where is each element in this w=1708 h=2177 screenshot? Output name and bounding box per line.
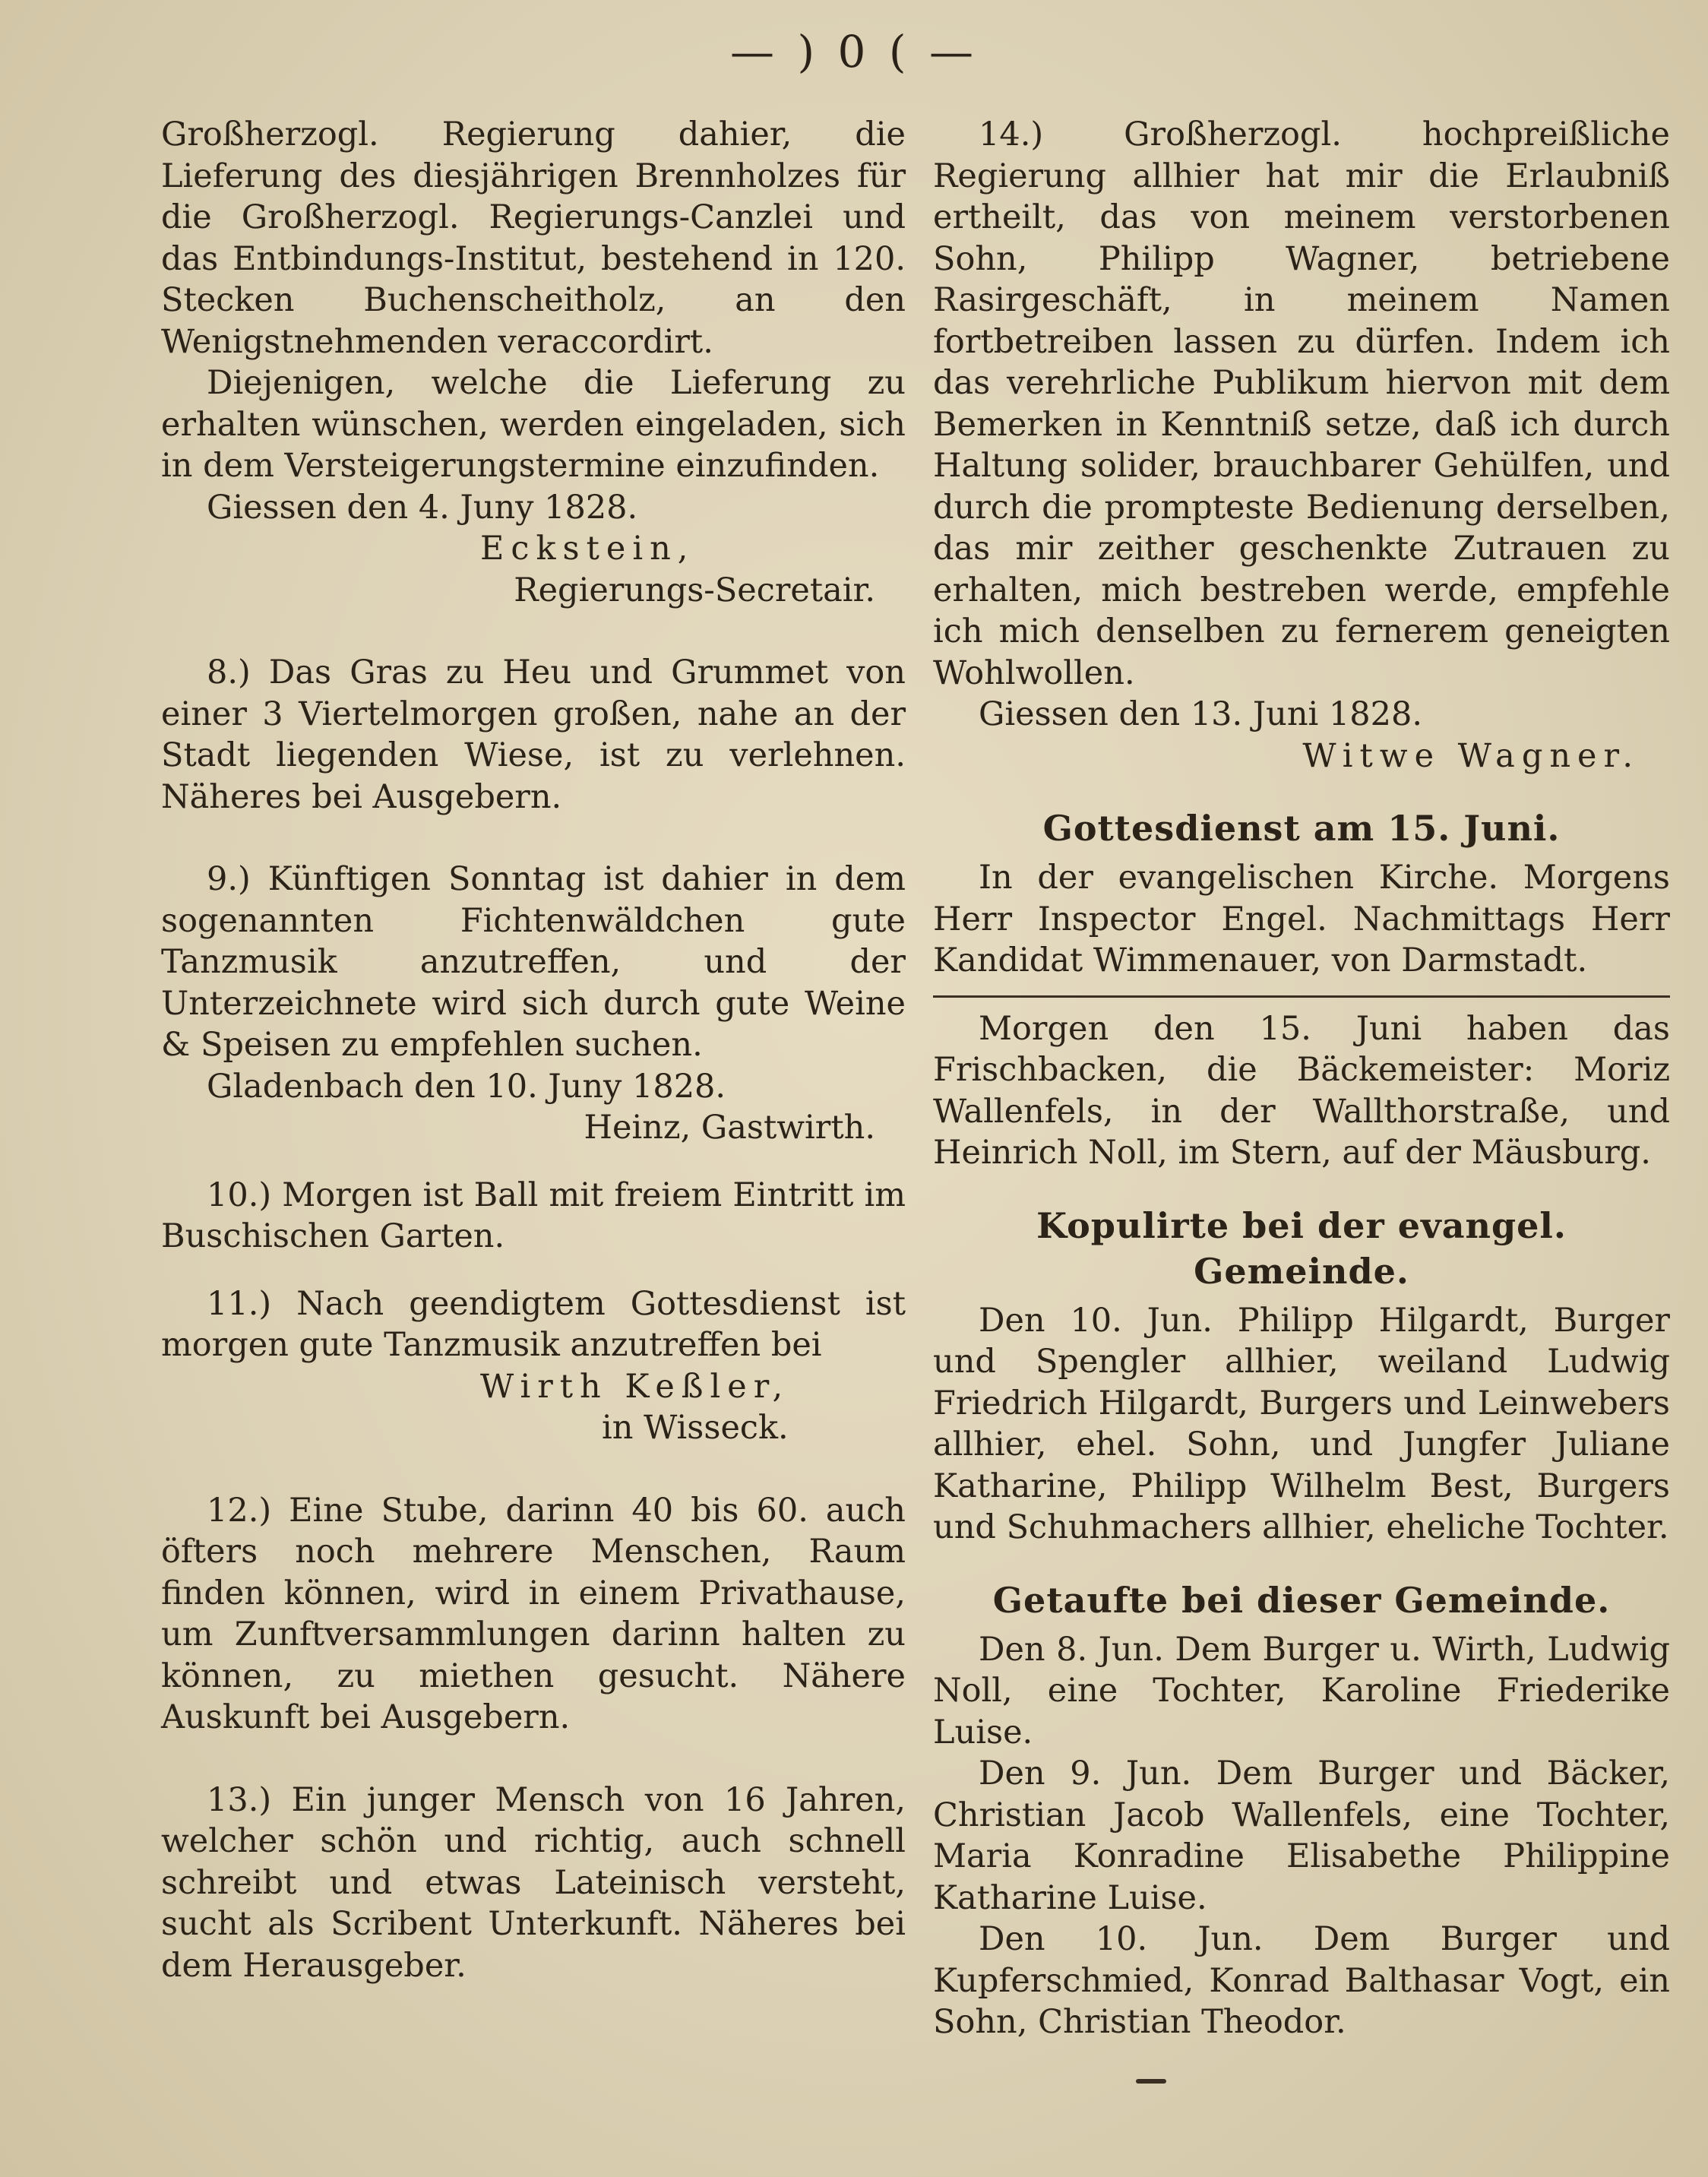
page-number: — ) 0 ( — (730, 26, 978, 78)
notice-11: 11.) Nach geendigtem Gottesdienst ist morgen gute Tanzmusik anzutreffen bei (161, 1284, 906, 1364)
heading-kopulirte: Kopulirte bei der evangel. Gemeinde. (1036, 1204, 1567, 1292)
end-ornament (1136, 2079, 1166, 2084)
getaufte-entry-2: Den 9. Jun. Dem Burger und Bäcker, Christian Jacob Wallenfels, eine Tochter, Maria Konradine Elisabethe Philippine Katharine Luise. (933, 1755, 1670, 1917)
notice-14-dateline: Giessen den 13. Juni 1828. (979, 695, 1423, 733)
getaufte-entry-3: Den 10. Jun. Dem Burger und Kupferschmied, Konrad Balthasar Vogt, ein Sohn, Christian Theodor. (933, 1920, 1670, 2041)
gottesdienst-text: In der evangelischen Kirche. Morgens Herr Inspector Engel. Nachmittags Herr Kandidat Wimmenauer, von Darmstadt. (933, 859, 1670, 979)
notice-14: 14.) Großherzogl. hochpreißliche Regierung allhier hat mir die Erlaubniß ertheilt, das von meinem verstorbenen Sohn, Philipp Wagner, betriebene Rasirgeschäft, in meinem Namen fortbetreiben lassen zu dürfen. Indem ich das verehrliche Publikum hiervon mit dem Bemerken in Kenntniß setze, daß ich durch Haltung solider, brauchbarer Gehülfen, und durch die prompteste Bedienung derselben, das mir zeither geschenkte Zutrauen zu erhalten, mich bestreben werde, empfehle ich mich denselben zu fernerem geneigten Wohlwollen. (933, 115, 1670, 692)
getaufte-entry-1: Den 8. Jun. Dem Burger u. Wirth, Ludwig Noll, eine Tochter, Karoline Friederike Luise. (933, 1630, 1670, 1751)
notice-13: 13.) Ein junger Mensch von 16 Jahren, welcher schön und richtig, auch schnell schreibt und etwas Lateinisch versteht, sucht als Scribent Unterkunft. Näheres bei dem Herausgeber. (161, 1780, 906, 1985)
notice-11-signature-name: Wirth Keßler, (480, 1367, 790, 1406)
frischbacken-text: Morgen den 15. Juni haben das Frischbacken, die Bäckemeister: Moriz Wallenfels, in der Wallthorstraße, und Heinrich Noll, im Stern, auf der Mäusburg. (933, 1009, 1670, 1172)
notice-7-dateline: Giessen den 4. Juny 1828. (207, 488, 638, 527)
notice-8: 8.) Das Gras zu Heu und Grummet von einer 3 Viertelmorgen großen, nahe an der Stadt liegenden Wiese, ist zu verlehnen. Näheres bei Ausgebern. (161, 653, 906, 816)
notice-7-signature-title: Regierungs-Secretair. (514, 571, 875, 609)
notice-9-signature: Heinz, Gastwirth. (584, 1109, 875, 1147)
notice-11-signature-place: in Wisseck. (602, 1409, 789, 1447)
heading-gottesdienst: Gottesdienst am 15. Juni. (1042, 808, 1561, 849)
section-divider (933, 995, 1670, 998)
kopulirte-entry: Den 10. Jun. Philipp Hilgardt, Burger und Spengler allhier, weiland Ludwig Friedrich Hilgardt, Burgers und Leinwebers allhier, ehel. Sohn, und Jungfer Juliane Katharine, Philipp Wilhelm Best, Burgers und Schuhmachers allhier, eheliche Tochter. (933, 1301, 1670, 1546)
left-column (161, 114, 906, 1986)
notice-14-signature: Witwe Wagner. (1302, 736, 1640, 775)
heading-getaufte: Getaufte bei dieser Gemeinde. (992, 1579, 1611, 1621)
notice-9-dateline: Gladenbach den 10. Juny 1828. (207, 1067, 726, 1106)
notice-9: 9.) Künftigen Sonntag ist dahier in dem sogenannten Fichtenwäldchen gute Tanzmusik anzutreffen, und der Unterzeichnete wird sich durch gute Weine & Speisen zu empfehlen suchen. (161, 860, 906, 1064)
right-column (933, 114, 1670, 2043)
notice-7-signature-name: Eckstein, (480, 530, 695, 568)
notice-7-invitation: Diejenigen, welche die Lieferung zu erhalten wünschen, werden eingeladen, sich in dem Versteigerungstermine einzufinden. (161, 364, 906, 485)
notice-12: 12.) Eine Stube, darinn 40 bis 60. auch öfters noch mehrere Menschen, Raum finden können, wird in einem Privathause, um Zunftversammlungen darinn halten zu können, zu miethen gesucht. Nähere Auskunft bei Ausgebern. (161, 1491, 906, 1736)
notice-10: 10.) Morgen ist Ball mit freiem Eintritt im Buschischen Garten. (161, 1176, 906, 1255)
notice-7-body: Großherzogl. Regierung dahier, die Lieferung des diesjährigen Brennholzes für die Großherzogl. Regierungs-Canzlei und das Entbindungs-Institut, bestehend in 120. Stecken Buchenscheitholz, an den Wenigstnehmenden veraccordirt. (161, 115, 906, 361)
